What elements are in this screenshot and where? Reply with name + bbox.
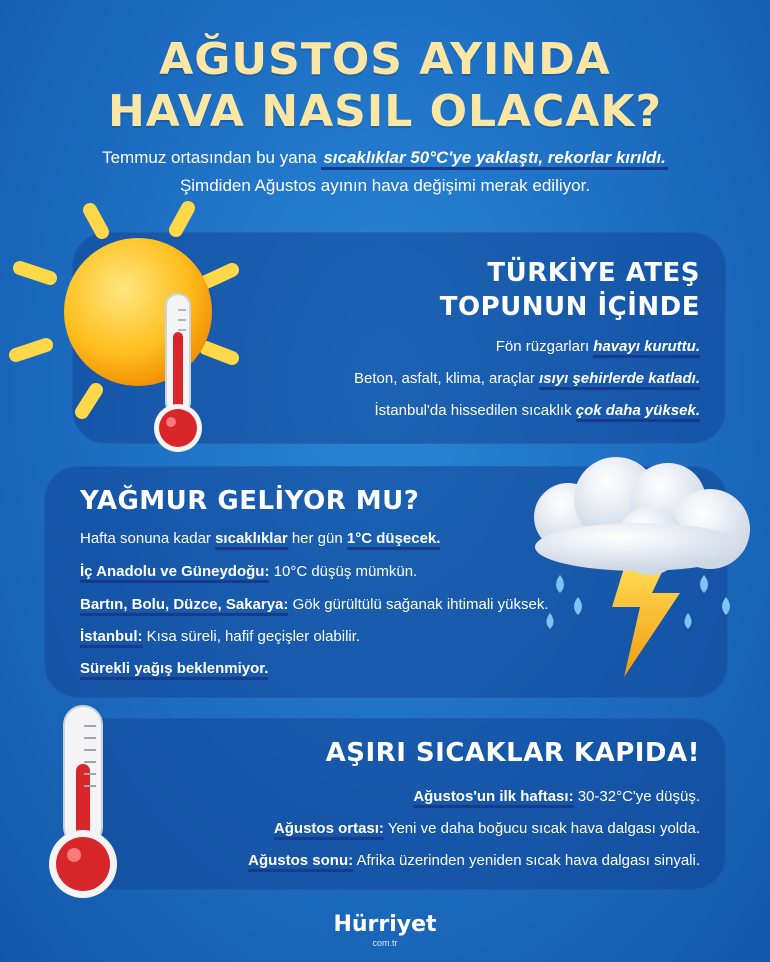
card3-line: Ağustos sonu: Afrika üzerinden yeniden sıcak hava dalgası sinyali. (248, 852, 700, 869)
card1-line: Fön rüzgarları havayı kuruttu. (496, 338, 700, 355)
card2-title: YAĞMUR GELİYOR MU? (80, 486, 420, 516)
card1-title-line1: TÜRKİYE ATEŞ (487, 258, 700, 288)
sun-icon (10, 190, 270, 450)
card3-line: Ağustos ortası: Yeni ve daha boğucu sıcak hava dalgası yolda. (274, 820, 700, 837)
card3-title: AŞIRI SICAKLAR KAPIDA! (325, 738, 700, 768)
card1-line: İstanbul'da hissedilen sıcaklık çok daha yüksek. (374, 402, 700, 419)
subtitle-highlight: sıcaklıklar 50°C'ye yaklaştı, rekorlar kırıldı. (321, 148, 668, 170)
card2-line: İç Anadolu ve Güneydoğu: 10°C düşüş mümkün. (80, 563, 417, 580)
card3-line: Ağustos'un ilk haftası: 30-32°C'ye düşüş. (413, 788, 700, 805)
subtitle-line1 (0, 145, 770, 171)
card2-line: İstanbul: Kısa süreli, hafif geçişler olabilir. (80, 628, 360, 645)
subtitle-text: Temmuz ortasından bu yana (102, 148, 322, 167)
card2-line: Bartın, Bolu, Düzce, Sakarya: Gök gürültülü sağanak ihtimali yüksek. (80, 596, 549, 613)
thermometer-icon (148, 292, 208, 454)
card1-line: Beton, asfalt, klima, araçlar ısıyı şehirlerde katladı. (354, 370, 700, 387)
card2-line: Hafta sonuna kadar sıcaklıklar her gün 1°C düşecek. (80, 530, 440, 547)
page-title-line1: AĞUSTOS AYINDA (159, 34, 611, 85)
thermometer-icon (38, 704, 128, 900)
page-title-line2: HAVA NASIL OLACAK? (107, 86, 663, 137)
hurriyet-logo-sub: com.tr (372, 938, 398, 948)
storm-cloud-icon (520, 455, 770, 685)
hurriyet-logo: Hürriyet (333, 912, 437, 937)
card2-line: Sürekli yağış beklenmiyor. (80, 660, 268, 677)
card1-title-line2: TOPUNUN İÇİNDE (439, 292, 700, 322)
subtitle-line2: Şimdiden Ağustos ayının hava değişimi merak ediliyor. (179, 176, 591, 195)
